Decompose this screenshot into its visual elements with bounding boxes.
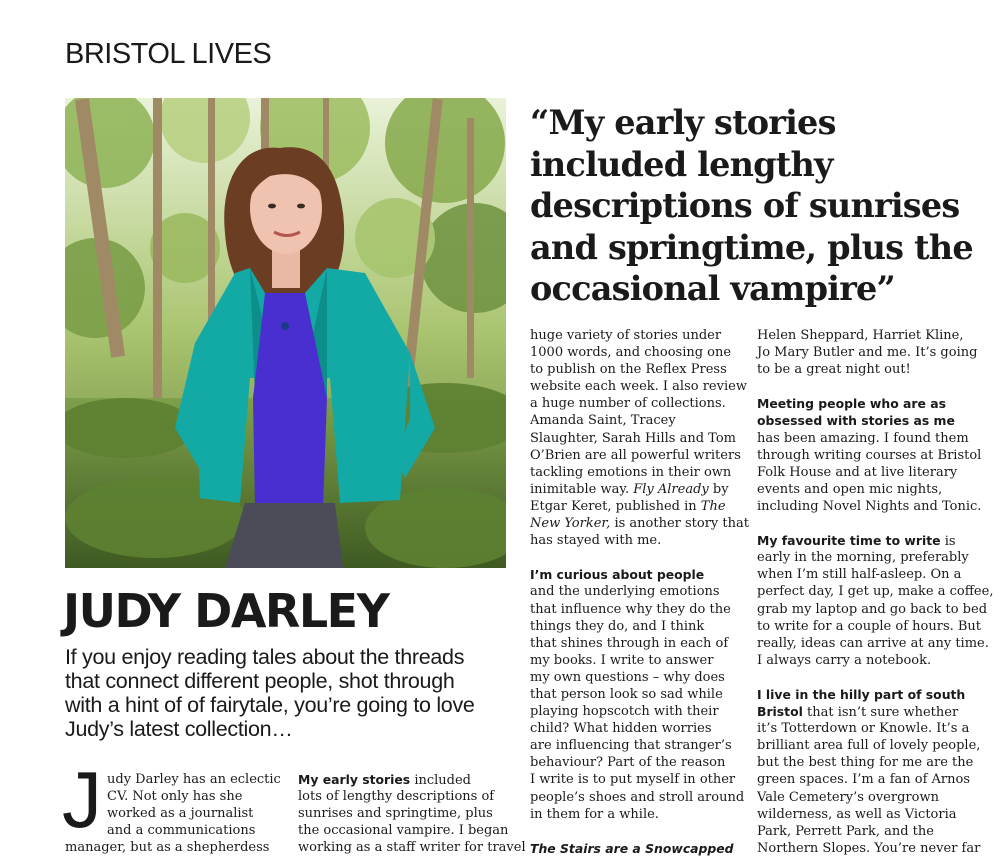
body-line: including Novel Nights and Tonic.	[757, 498, 982, 514]
body-line: has been amazing. I found them	[757, 430, 969, 446]
body-line: through writing courses at Bristol	[757, 447, 982, 463]
body-column-1	[65, 771, 280, 856]
body-line	[530, 515, 749, 532]
article-headline: JUDY DARLEY	[63, 584, 389, 638]
body-column-4	[757, 327, 994, 857]
body-column-3	[530, 327, 749, 857]
body-line: playing hopscotch with their	[530, 704, 719, 720]
body-line	[757, 532, 982, 549]
pull-quote-line: and springtime, plus the	[530, 227, 973, 267]
body-line: Northern Slopes. You’re never far	[757, 840, 981, 856]
body-line: and a communications	[107, 823, 256, 839]
paragraph-lead: I live in the hilly part of south	[757, 686, 966, 702]
body-line: I always carry a notebook.	[757, 652, 932, 668]
paragraph-lead: I’m curious about people	[530, 567, 705, 583]
standfirst-line: with a hint of of fairytale, you’re going to love	[65, 693, 475, 717]
body-line: wilderness, as well as Victoria	[757, 806, 957, 822]
body-line: Jo Mary Butler and me. It’s going	[757, 345, 978, 361]
body-line: website each week. I also review	[530, 379, 747, 395]
drop-cap: J	[62, 755, 102, 844]
body-line: events and open mic nights,	[757, 481, 943, 497]
body-text: by	[708, 481, 729, 497]
pull-quote-line: included lengthy	[530, 144, 833, 184]
body-line: Helen Sheppard, Harriet Kline,	[757, 328, 964, 343]
body-line: that shines through in each of	[530, 635, 729, 651]
body-line: manager, but as a shepherdess	[65, 840, 270, 856]
paragraph-lead: Meeting people who are as	[757, 396, 946, 412]
body-line: to write for a couple of hours. But	[757, 618, 982, 634]
paragraph-lead: My favourite time to write	[757, 533, 941, 549]
body-line: sunrises and springtime, plus	[298, 806, 493, 822]
pull-quote	[530, 102, 980, 310]
body-line: CV. Not only has she	[107, 789, 243, 805]
paragraph-lead: My early stories	[298, 772, 411, 787]
body-line: the occasional vampire. I began	[298, 823, 509, 839]
body-line: are influencing that stranger’s	[530, 738, 732, 754]
portrait-illustration	[65, 98, 506, 568]
pull-quote-line: “My early stories	[530, 103, 836, 142]
body-line: in them for a while.	[530, 806, 659, 822]
body-text: Etgar Keret, published in	[530, 498, 701, 514]
standfirst-line: If you enjoy reading tales about the threads	[65, 645, 465, 669]
body-line	[530, 481, 745, 498]
body-line: people’s shoes and stroll around	[530, 789, 745, 805]
publication-title: The	[700, 498, 726, 514]
body-line: but the best thing for me are the	[757, 755, 974, 771]
section-label: BRISTOL LIVES	[65, 38, 272, 70]
pull-quote-line: descriptions of sunrises	[530, 186, 960, 225]
body-text: is another story that	[610, 516, 749, 532]
body-line	[298, 771, 513, 788]
body-line: has stayed with me.	[530, 533, 662, 549]
body-line: behaviour? Part of the reason	[530, 755, 726, 771]
body-text: is	[940, 534, 956, 550]
body-line: udy Darley has an eclectic	[107, 772, 281, 787]
body-line: Vale Cemetery’s overgrown	[757, 789, 939, 805]
body-line: really, ideas can arrive at any time.	[757, 635, 989, 651]
body-text: inimitable way.	[530, 481, 634, 497]
body-line	[530, 498, 745, 515]
body-line: brilliant area full of lovely people,	[757, 738, 981, 754]
body-column-2	[298, 771, 526, 856]
body-line: lots of lengthy descriptions of	[298, 789, 495, 805]
body-line: Park, Perrett Park, and the	[757, 823, 934, 839]
body-line: it’s Totterdown or Knowle. It’s a	[757, 721, 970, 737]
body-line: that person look so sad while	[530, 686, 723, 702]
body-line: perfect day, I get up, make a coffee,	[757, 584, 994, 600]
body-line: worked as a journalist	[107, 806, 254, 822]
body-line: and the underlying emotions	[530, 584, 720, 600]
body-line: to publish on the Reflex Press	[530, 362, 727, 378]
body-line: O’Brien are all powerful writers	[530, 447, 741, 463]
body-text: that isn’t sure whether	[802, 705, 959, 721]
body-line: I write is to put myself in other	[530, 772, 736, 788]
body-line: my own questions – why does	[530, 669, 725, 685]
body-line: my books. I write to answer	[530, 652, 714, 668]
paragraph-lead: Bristol	[757, 704, 803, 720]
portrait-photo	[65, 98, 506, 568]
body-line: that influence why they do the	[530, 601, 731, 617]
body-line: huge variety of stories under	[530, 328, 722, 343]
body-line: working as a staff writer for travel	[298, 840, 526, 856]
standfirst-line: Judy’s latest collection…	[65, 717, 293, 741]
body-line: a huge number of collections.	[530, 396, 726, 412]
paragraph-lead: obsessed with stories as me	[757, 413, 955, 429]
body-line: Folk House and at live literary	[757, 464, 958, 480]
body-line	[757, 703, 982, 720]
body-line: 1000 words, and choosing one	[530, 345, 732, 361]
body-line: Amanda Saint, Tracey	[530, 413, 676, 429]
body-line: to be a great night out!	[757, 362, 911, 378]
story-title: Fly Already	[633, 481, 709, 497]
paragraph-lead: The Stairs are a Snowcapped	[530, 840, 734, 856]
pull-quote-line: occasional vampire”	[530, 269, 896, 308]
body-line: tackling emotions in their own	[530, 464, 732, 480]
body-line: grab my laptop and go back to bed	[757, 601, 988, 617]
body-line: things they do, and I think	[530, 618, 705, 634]
standfirst	[65, 645, 510, 741]
body-line: early in the morning, preferably	[757, 550, 969, 566]
body-line: green spaces. I’m a fan of Arnos	[757, 772, 971, 788]
publication-title: New Yorker,	[530, 516, 611, 532]
body-line: when I’m still half-asleep. On a	[757, 567, 962, 583]
body-line: child? What hidden worries	[530, 721, 712, 737]
body-text: included	[410, 773, 471, 788]
standfirst-line: that connect different people, shot through	[65, 669, 455, 693]
body-line: Slaughter, Sarah Hills and Tom	[530, 430, 736, 446]
